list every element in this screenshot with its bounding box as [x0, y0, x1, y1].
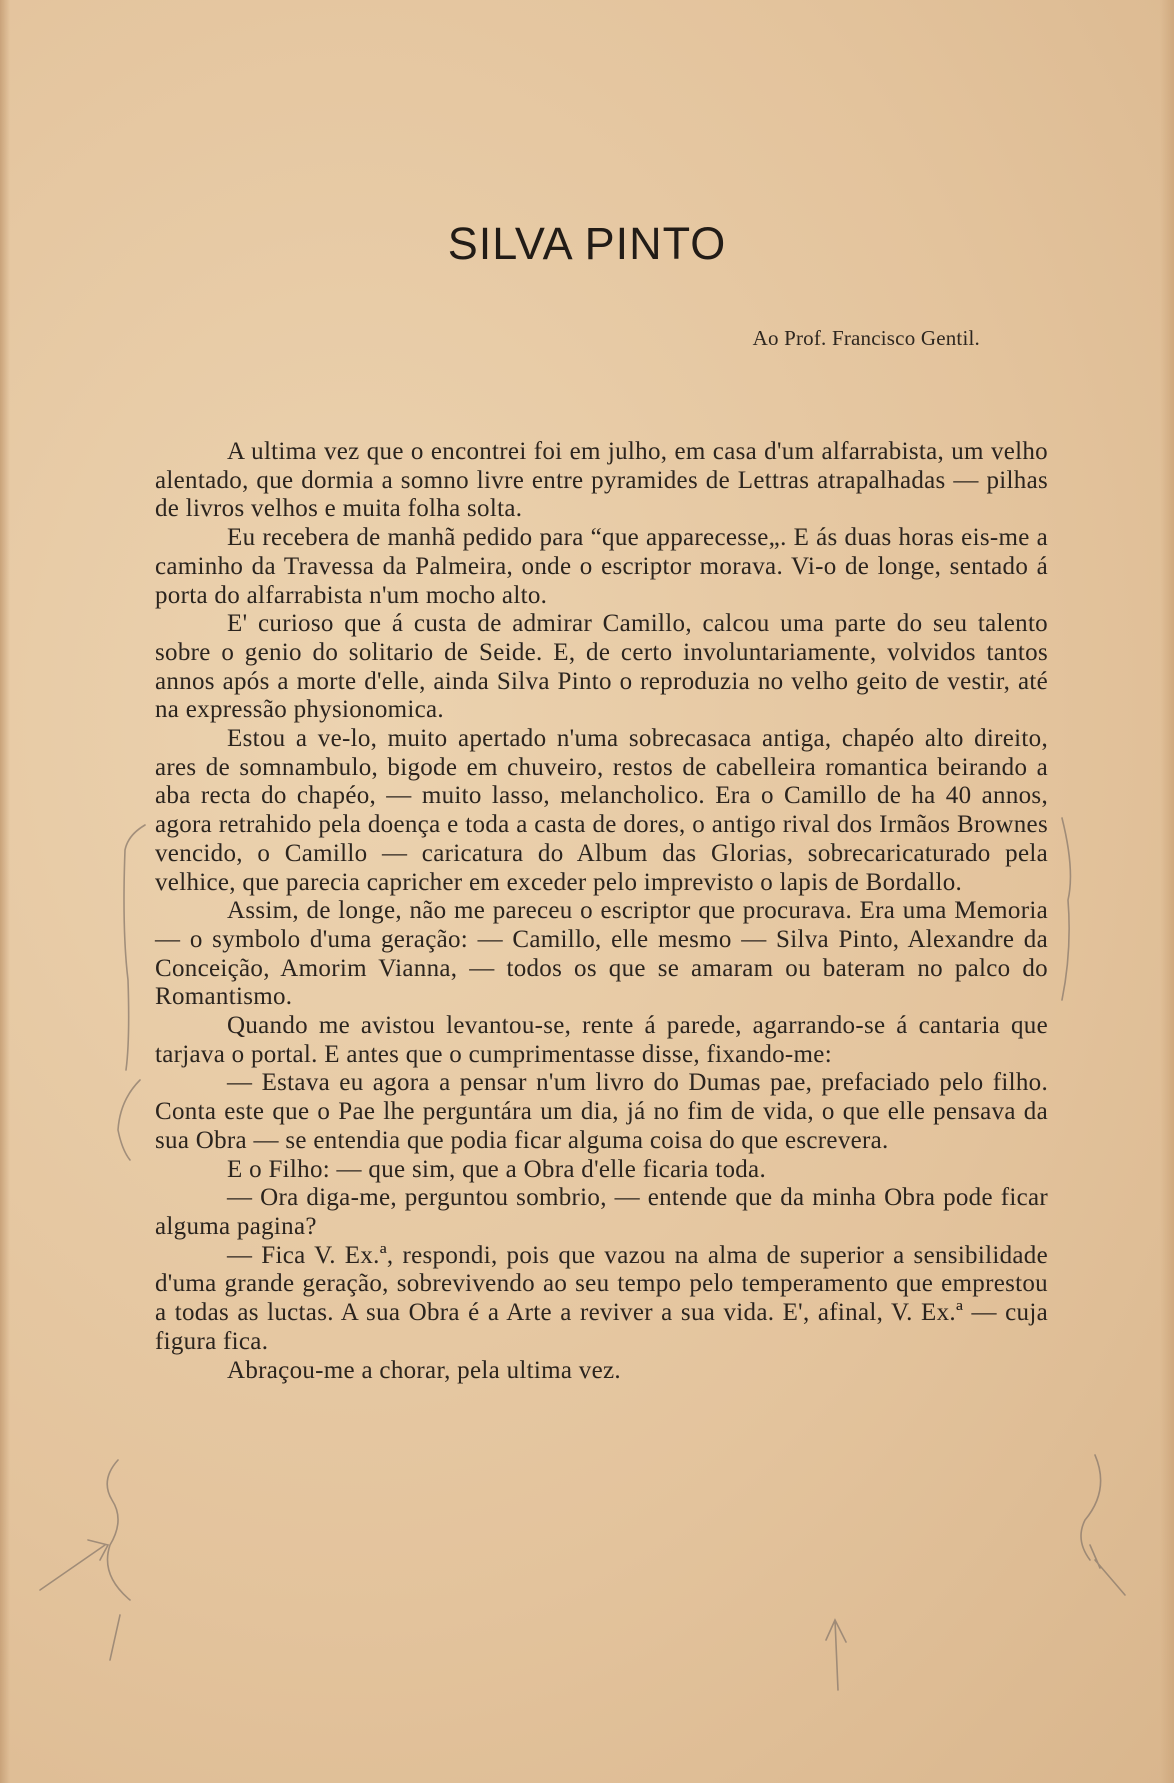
bracket-right-upper	[1062, 818, 1070, 1000]
paragraph-2: Eu recebera de manhã pedido para “que apparecesse„. E ás duas horas eis-me a caminho da Travessa da Palmeira, onde o escriptor morava. Vi-o de longe, sentado á porta do alfarrabista n'um mocho alto.	[155, 524, 1048, 609]
paragraph-7: — Estava eu agora a pensar n'um livro do Dumas pae, prefaciado pelo filho. Conta este que o Pae lhe perguntára um dia, já no fim de vida, o que elle pensava da sua Obra — se entendia que podia ficar alguma coisa do que escrevera.	[155, 1069, 1048, 1154]
paragraph-9: — Ora diga-me, perguntou sombrio, — entende que da minha Obra pode ficar alguma pagina?	[155, 1184, 1048, 1240]
bracket-left-middle	[118, 1080, 140, 1160]
paragraph-4: Estou a ve-lo, muito apertado n'uma sobrecasaca antiga, chapéo alto direito, ares de somnambulo, bigode em chuveiro, restos de cabelleira romantica beirando a aba recta do chapéo, — muito lasso, melancholico. Era o Camillo de ha 40 annos, agora retrahido pela doença e toda a casta de dores, o antigo rival dos Irmãos Brownes vencido, o Camillo — caricatura do Album das Glorias, sobrecaricaturado pela velhice, que parecia capricher em exceder pelo imprevisto o lapis de Bordallo.	[155, 725, 1048, 896]
paragraph-1: A ultima vez que o encontrei foi em julho, em casa d'um alfarrabista, um velho alentado, que dormia a somno livre entre pyramides de Lettras atrapalhadas — pilhas de livros velhos e muita folha solta.	[155, 438, 1048, 523]
bracket-left-upper	[124, 825, 145, 1070]
paragraph-6: Quando me avistou levantou-se, rente á parede, agarrando-se á cantaria que tarjava o portal. E antes que o cumprimentasse disse, fixando-me:	[155, 1012, 1048, 1068]
tick-left	[110, 1615, 120, 1660]
paragraph-3: E' curioso que á custa de admirar Camillo, calcou uma parte do seu talento sobre o genio do solitario de Seide. E, de certo involuntariamente, volvidos tantos annos após a morte d'elle, ainda Silva Pinto o reproduzia no velho geito de vestir, até na expressão physionomica.	[155, 610, 1048, 724]
paragraph-8: E o Filho: — que sim, que a Obra d'elle ficaria toda.	[227, 1155, 767, 1183]
paragraph-10: — Fica V. Ex.ª, respondi, pois que vazou na alma de superior a sensibilidade d'uma grande geração, sobrevivendo ao seu tempo pelo temperamento que emprestou a todas as luctas. A sua Obra é a Arte a reviver a sua vida. E', afinal, V. Ex.ª — cuja figura fica.	[155, 1241, 1048, 1355]
paragraph-11: Abraçou-me a chorar, pela ultima vez.	[227, 1356, 621, 1384]
bracket-left-lower	[107, 1460, 130, 1600]
arrow-right-lower	[1090, 1545, 1125, 1595]
article-body	[155, 438, 1048, 1385]
bracket-right-lower	[1081, 1455, 1101, 1560]
dedication: Ao Prof. Francisco Gentil.	[752, 326, 980, 350]
paragraph-5: Assim, de longe, não me pareceu o escriptor que procurava. Era uma Memoria — o symbolo d'uma geração: — Camillo, elle mesmo — Silva Pinto, Alexandre da Conceição, Amorim Vianna, — todos os que se amaram ou bateram no palco do Romantismo.	[155, 897, 1048, 1011]
arrow-left-lower	[40, 1540, 108, 1590]
article-title: SILVA PINTO	[447, 218, 727, 269]
arrow-bottom	[826, 1620, 846, 1690]
